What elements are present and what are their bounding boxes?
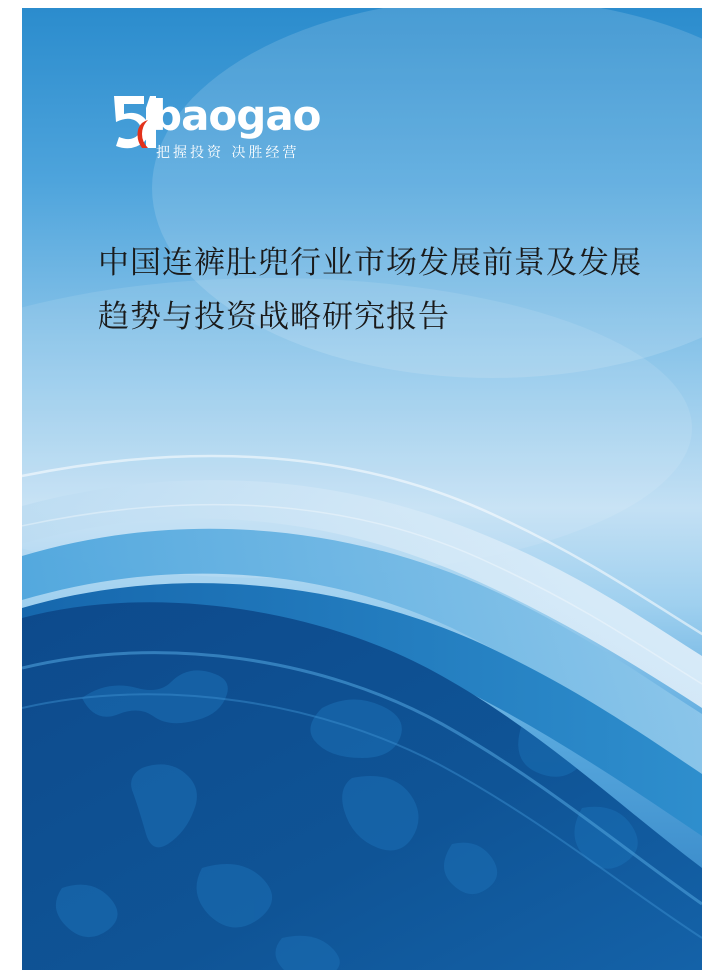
brand-logo xyxy=(98,90,398,180)
cover-artwork xyxy=(22,8,702,970)
brand-name: baogao xyxy=(152,91,321,140)
cover-background xyxy=(22,8,702,970)
report-title: 中国连裤肚兜行业市场发展前景及发展趋势与投资战略研究报告 xyxy=(98,245,642,335)
brand-tagline: 把握投资 决胜经营 xyxy=(156,145,300,161)
